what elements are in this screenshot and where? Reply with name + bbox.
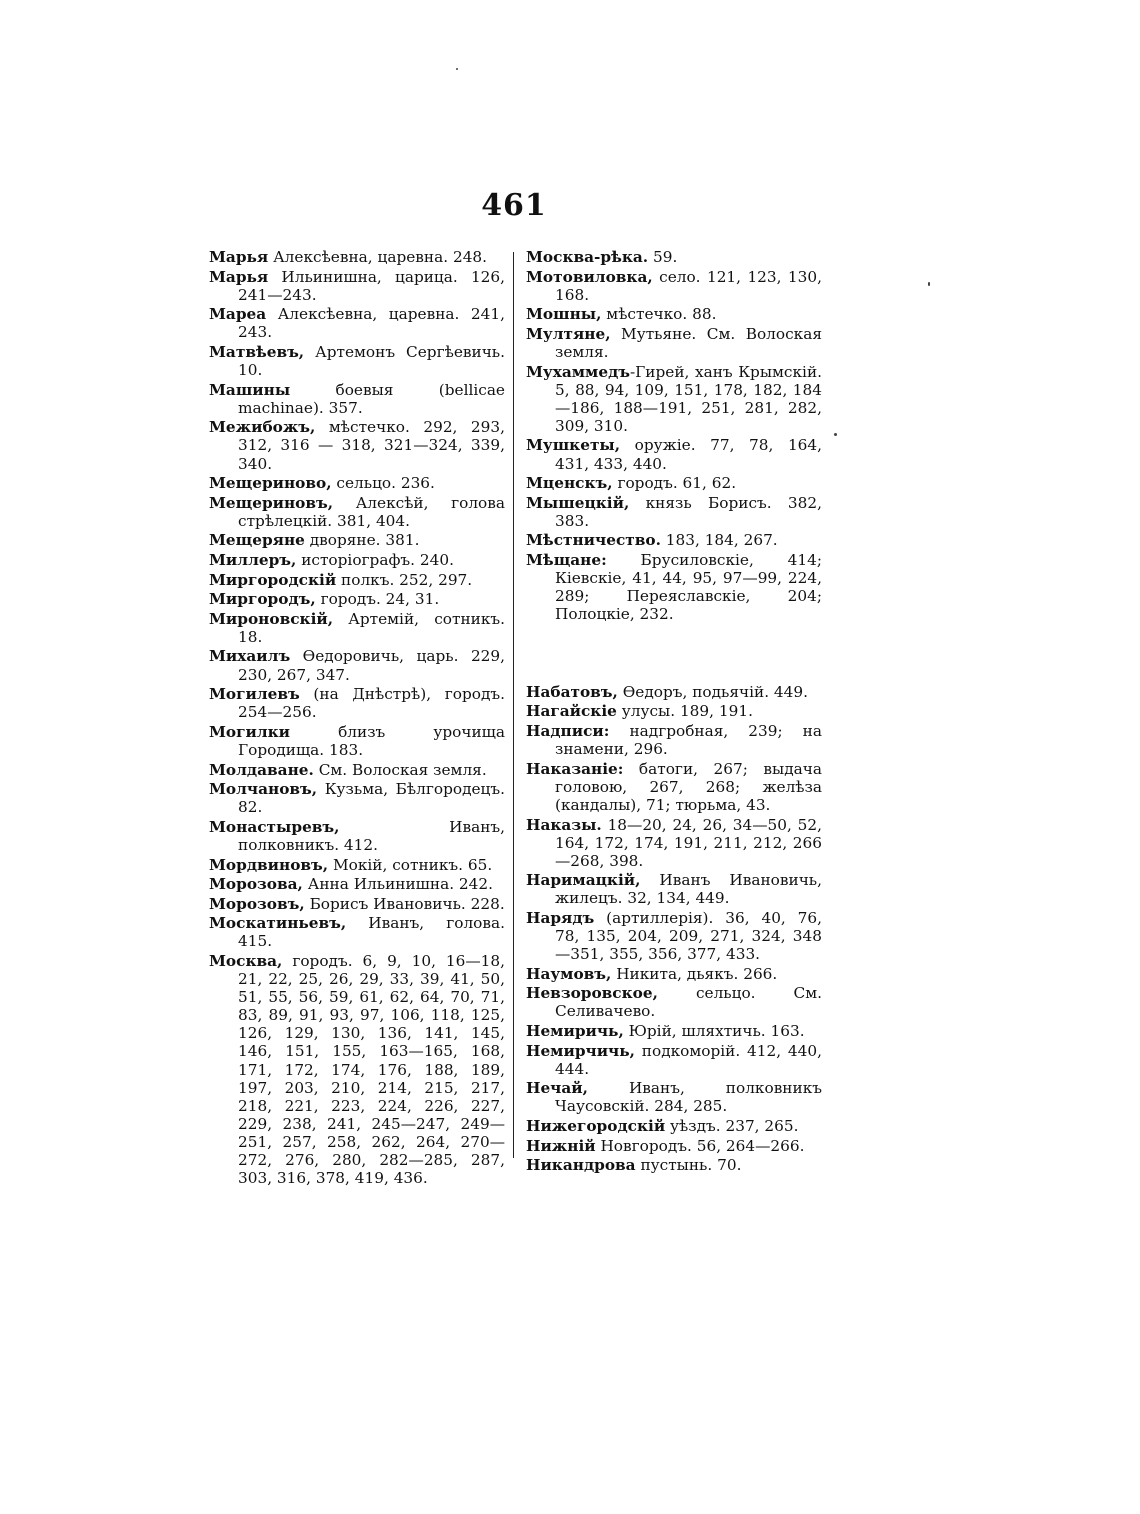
entry-text: мѣстечко. 292, 293, 312, 316 — 318, 321—324, 339, 340. xyxy=(238,418,505,473)
index-entry xyxy=(209,268,505,304)
entry-heading: Мценскъ, xyxy=(526,474,613,493)
index-entry xyxy=(209,551,505,569)
entry-heading: Марья xyxy=(209,248,269,266)
entry-heading: Немирчичь, xyxy=(526,1041,635,1060)
entry-text: Никита, дьякъ. 266. xyxy=(611,964,778,983)
entry-text: Иванъ, голова. 415. xyxy=(238,914,505,951)
index-entry xyxy=(209,474,505,492)
entry-text: Иванъ, полковникъ Чаусовскій. 284, 285. xyxy=(555,1079,822,1116)
entry-heading: Мордвиновъ, xyxy=(209,855,329,874)
index-entry xyxy=(209,248,505,266)
entry-heading: Набатовъ, xyxy=(526,682,618,701)
entry-heading: Мышецкій, xyxy=(526,493,630,512)
entry-heading: Михаилъ xyxy=(209,647,291,666)
index-entry xyxy=(526,1042,822,1078)
index-entry xyxy=(209,685,505,721)
entry-heading: Миллеръ, xyxy=(209,551,297,569)
index-entry xyxy=(209,856,505,874)
index-column-right xyxy=(526,248,822,1176)
entry-text: уѣздъ. 237, 265. xyxy=(665,1117,799,1136)
entry-heading: Мошны, xyxy=(526,305,602,324)
entry-heading: Машины xyxy=(209,380,291,399)
entry-text: сельцо. См. Селивачево. xyxy=(555,984,822,1021)
index-entry xyxy=(209,305,505,341)
entry-text: мѣстечко. 88. xyxy=(601,305,717,324)
index-entry xyxy=(526,551,822,623)
index-entry xyxy=(209,818,505,854)
entry-text: Артемій, сотникъ. 18. xyxy=(238,609,505,646)
entry-text: князь Борисъ. 382, 383. xyxy=(555,493,822,530)
entry-text: боевыя (bellicae machinae). 357. xyxy=(238,380,505,417)
entry-heading: Наказаніе: xyxy=(526,759,624,778)
index-entry xyxy=(526,984,822,1020)
entry-heading: Мушкеты, xyxy=(526,436,621,455)
index-entry xyxy=(209,914,505,950)
index-entry xyxy=(526,702,822,720)
entry-text: Юрій, шляхтичь. 163. xyxy=(623,1022,805,1041)
entry-text: Иванъ, полковникъ. 412. xyxy=(238,817,505,854)
entry-heading: Морозова, xyxy=(209,875,303,894)
entry-heading: Мухаммедъ xyxy=(526,362,630,381)
index-entry xyxy=(526,531,822,549)
index-entry xyxy=(526,1117,822,1135)
entry-text: Борисъ Ивановичь. 228. xyxy=(304,894,505,913)
index-entry xyxy=(209,895,505,913)
entry-heading: Нарядъ xyxy=(526,909,595,927)
entry-text: село. 121, 123, 130, 168. xyxy=(555,267,822,304)
entry-text: городъ. 61, 62. xyxy=(612,474,737,493)
entry-heading: Никандрова xyxy=(526,1156,636,1175)
index-entry xyxy=(209,571,505,589)
entry-text: (артиллерія). 36, 40, 76, 78, 135, 204, 209, 271, 324, 348—351, 355, 356, 377, 433. xyxy=(555,909,822,964)
entry-heading: Миргородскій xyxy=(209,570,337,589)
entry-heading: Мещериново, xyxy=(209,474,332,493)
entry-text: Брусиловскіе, 414; Кіевскіе, 41, 44, 95, 97—99, 224, 289; Переяславскіе, 204; Полоцкіе, 232. xyxy=(555,551,822,624)
scan-speck xyxy=(928,282,930,286)
entry-heading: Молчановъ, xyxy=(209,780,318,799)
entry-text: Алексѣевна, царевна. 241, 243. xyxy=(238,305,505,342)
entry-heading: Мѣстничество. xyxy=(526,531,661,550)
entry-heading: Морозовъ, xyxy=(209,894,305,913)
index-entry xyxy=(526,436,822,472)
entry-text: Ильинишна, царица. 126, 241—243. xyxy=(238,267,505,304)
entry-heading: Надписи: xyxy=(526,722,610,741)
index-entry xyxy=(526,722,822,758)
index-entry xyxy=(526,909,822,963)
entry-text: Новгородъ. 56, 264—266. xyxy=(595,1136,805,1155)
entry-text: близъ урочища Городища. 183. xyxy=(238,722,505,759)
index-entry xyxy=(526,1137,822,1155)
index-entry xyxy=(526,1079,822,1115)
index-entry xyxy=(209,780,505,816)
index-entry xyxy=(209,610,505,646)
entry-text: Артемонъ Сергѣевичь. 10. xyxy=(238,342,505,380)
entry-text: сельцо. 236. xyxy=(331,474,435,493)
entry-heading: Наримацкій, xyxy=(526,871,641,890)
entry-text: Алексѣевна, царевна. 248. xyxy=(268,248,488,266)
entry-heading: Москва-рѣка. xyxy=(526,248,649,266)
page-number: 461 xyxy=(481,188,547,223)
scan-speck xyxy=(834,433,837,436)
entry-heading: Нижній xyxy=(526,1136,596,1155)
entry-text: дворяне. 381. xyxy=(304,531,420,550)
index-entry xyxy=(526,325,822,361)
entry-heading: Наумовъ, xyxy=(526,964,612,983)
entry-text: батоги, 267; выдача головою, 267, 268; желѣза (кандалы), 71; тюрьма, 43. xyxy=(555,759,822,814)
entry-heading: Мареа xyxy=(209,305,267,324)
entry-text: надгробная, 239; на знамени, 296. xyxy=(555,722,822,759)
entry-text: Алексѣй, голова стрѣлецкій. 381, 404. xyxy=(238,493,505,530)
entry-heading: Нечай, xyxy=(526,1079,588,1098)
entry-text: 59. xyxy=(648,248,678,266)
entry-heading: Нижегородскій xyxy=(526,1117,666,1136)
index-entry xyxy=(526,474,822,492)
index-entry xyxy=(526,268,822,304)
index-entry xyxy=(526,363,822,435)
entry-text: Өедоръ, подьячій. 449. xyxy=(617,682,808,701)
index-entry xyxy=(526,816,822,870)
entry-text: Мокій, сотникъ. 65. xyxy=(328,855,493,874)
scan-speck xyxy=(456,68,458,70)
index-entry xyxy=(209,647,505,683)
index-entry xyxy=(209,875,505,893)
index-entry xyxy=(209,381,505,417)
entry-heading: Мещериновъ, xyxy=(209,493,334,512)
index-entry xyxy=(209,590,505,608)
entry-heading: Матвѣевъ, xyxy=(209,342,305,361)
entry-heading: Миргородъ, xyxy=(209,590,316,609)
entry-heading: Молдаване. xyxy=(209,760,314,779)
index-entry xyxy=(209,531,505,549)
index-entry xyxy=(209,343,505,379)
entry-heading: Межибожъ, xyxy=(209,418,316,437)
entry-text: пустынь. 70. xyxy=(635,1156,742,1175)
index-entry xyxy=(526,760,822,814)
entry-text: 18—20, 24, 26, 34—50, 52, 164, 172, 174, 191, 211, 212, 266—268, 398. xyxy=(555,815,822,870)
entry-text: оружіе. 77, 78, 164, 431, 433, 440. xyxy=(555,436,822,473)
index-block-m xyxy=(526,248,822,623)
entry-text: (на Днѣстрѣ), городъ. 254—256. xyxy=(238,685,505,722)
entry-heading: Наказы. xyxy=(526,815,602,834)
entry-heading: Москатиньевъ, xyxy=(209,914,347,933)
column-divider xyxy=(513,252,514,1158)
entry-heading: Немиричь, xyxy=(526,1022,624,1041)
entry-text: городъ. 6, 9, 10, 16—18, 21, 22, 25, 26, 29, 33, 39, 41, 50, 51, 55, 56, 59, 61, 62, 64, 70, 71, 83, 89, 91, 93, 97, 106, 118, 125, 126, 129, 130, 136, 141, 145, 146, 151, 155, 163—165, 168, 171, 172, 174, 176, 188, 189, 197, 203, 210, 214, 215, 217, 218, 221, 223, 224, 226, 227, 229, 238, 241, 245—247, 249—251, 257, 258, 262, 264, 270—272, 276, 280, 282—285, 287, 303, 316, 378, 419, 436. xyxy=(238,951,505,1188)
entry-text: Мутьяне. См. Волоская земля. xyxy=(555,324,822,361)
entry-text: Иванъ Ивановичь, жилецъ. 32, 134, 449. xyxy=(555,871,822,908)
index-entry xyxy=(209,761,505,779)
entry-text: Анна Ильинишна. 242. xyxy=(302,875,493,894)
entry-text: улусы. 189, 191. xyxy=(616,702,753,721)
index-entry xyxy=(526,871,822,907)
index-column-left xyxy=(209,248,505,1189)
entry-heading: Монастыревъ, xyxy=(209,817,340,836)
entry-heading: Могилевъ xyxy=(209,685,300,704)
index-entry xyxy=(526,683,822,701)
entry-text: См. Волоская земля. xyxy=(313,760,487,779)
entry-heading: Москва, xyxy=(209,951,283,970)
entry-text: 183, 184, 267. xyxy=(660,531,778,550)
index-entry xyxy=(526,965,822,983)
index-entry xyxy=(209,952,505,1187)
entry-text: полкъ. 252, 297. xyxy=(336,570,473,589)
entry-text: Өедоровичь, царь. 229, 230, 267, 347. xyxy=(238,647,505,684)
index-entry xyxy=(526,1156,822,1174)
entry-text: городъ. 24, 31. xyxy=(315,590,440,609)
entry-heading: Мултяне, xyxy=(526,324,611,343)
entry-heading: Мироновскій, xyxy=(209,609,334,628)
index-entry xyxy=(209,418,505,472)
index-entry xyxy=(526,248,822,266)
index-block-n xyxy=(526,683,822,1174)
entry-text: исторіографъ. 240. xyxy=(296,551,454,569)
index-entry xyxy=(526,494,822,530)
entry-heading: Мещеряне xyxy=(209,531,305,550)
entry-heading: Марья xyxy=(209,267,269,286)
entry-heading: Могилки xyxy=(209,722,291,741)
entry-heading: Мѣщане: xyxy=(526,551,607,569)
section-gap xyxy=(526,625,822,683)
index-entry xyxy=(209,494,505,530)
entry-heading: Мотовиловка, xyxy=(526,267,653,286)
index-entry xyxy=(526,1022,822,1040)
index-entry xyxy=(526,305,822,323)
entry-heading: Нагайскіе xyxy=(526,702,617,721)
index-entry xyxy=(209,723,505,759)
entry-heading: Невзоровское, xyxy=(526,984,658,1003)
entry-text: -Гирей, ханъ Крымскій. 5, 88, 94, 109, 151, 178, 182, 184—186, 188—191, 251, 281, 282, 309, 310. xyxy=(555,362,822,435)
entry-text: подкоморій. 412, 440, 444. xyxy=(555,1041,822,1078)
entry-text: Кузьма, Бѣлгородецъ. 82. xyxy=(238,780,505,817)
